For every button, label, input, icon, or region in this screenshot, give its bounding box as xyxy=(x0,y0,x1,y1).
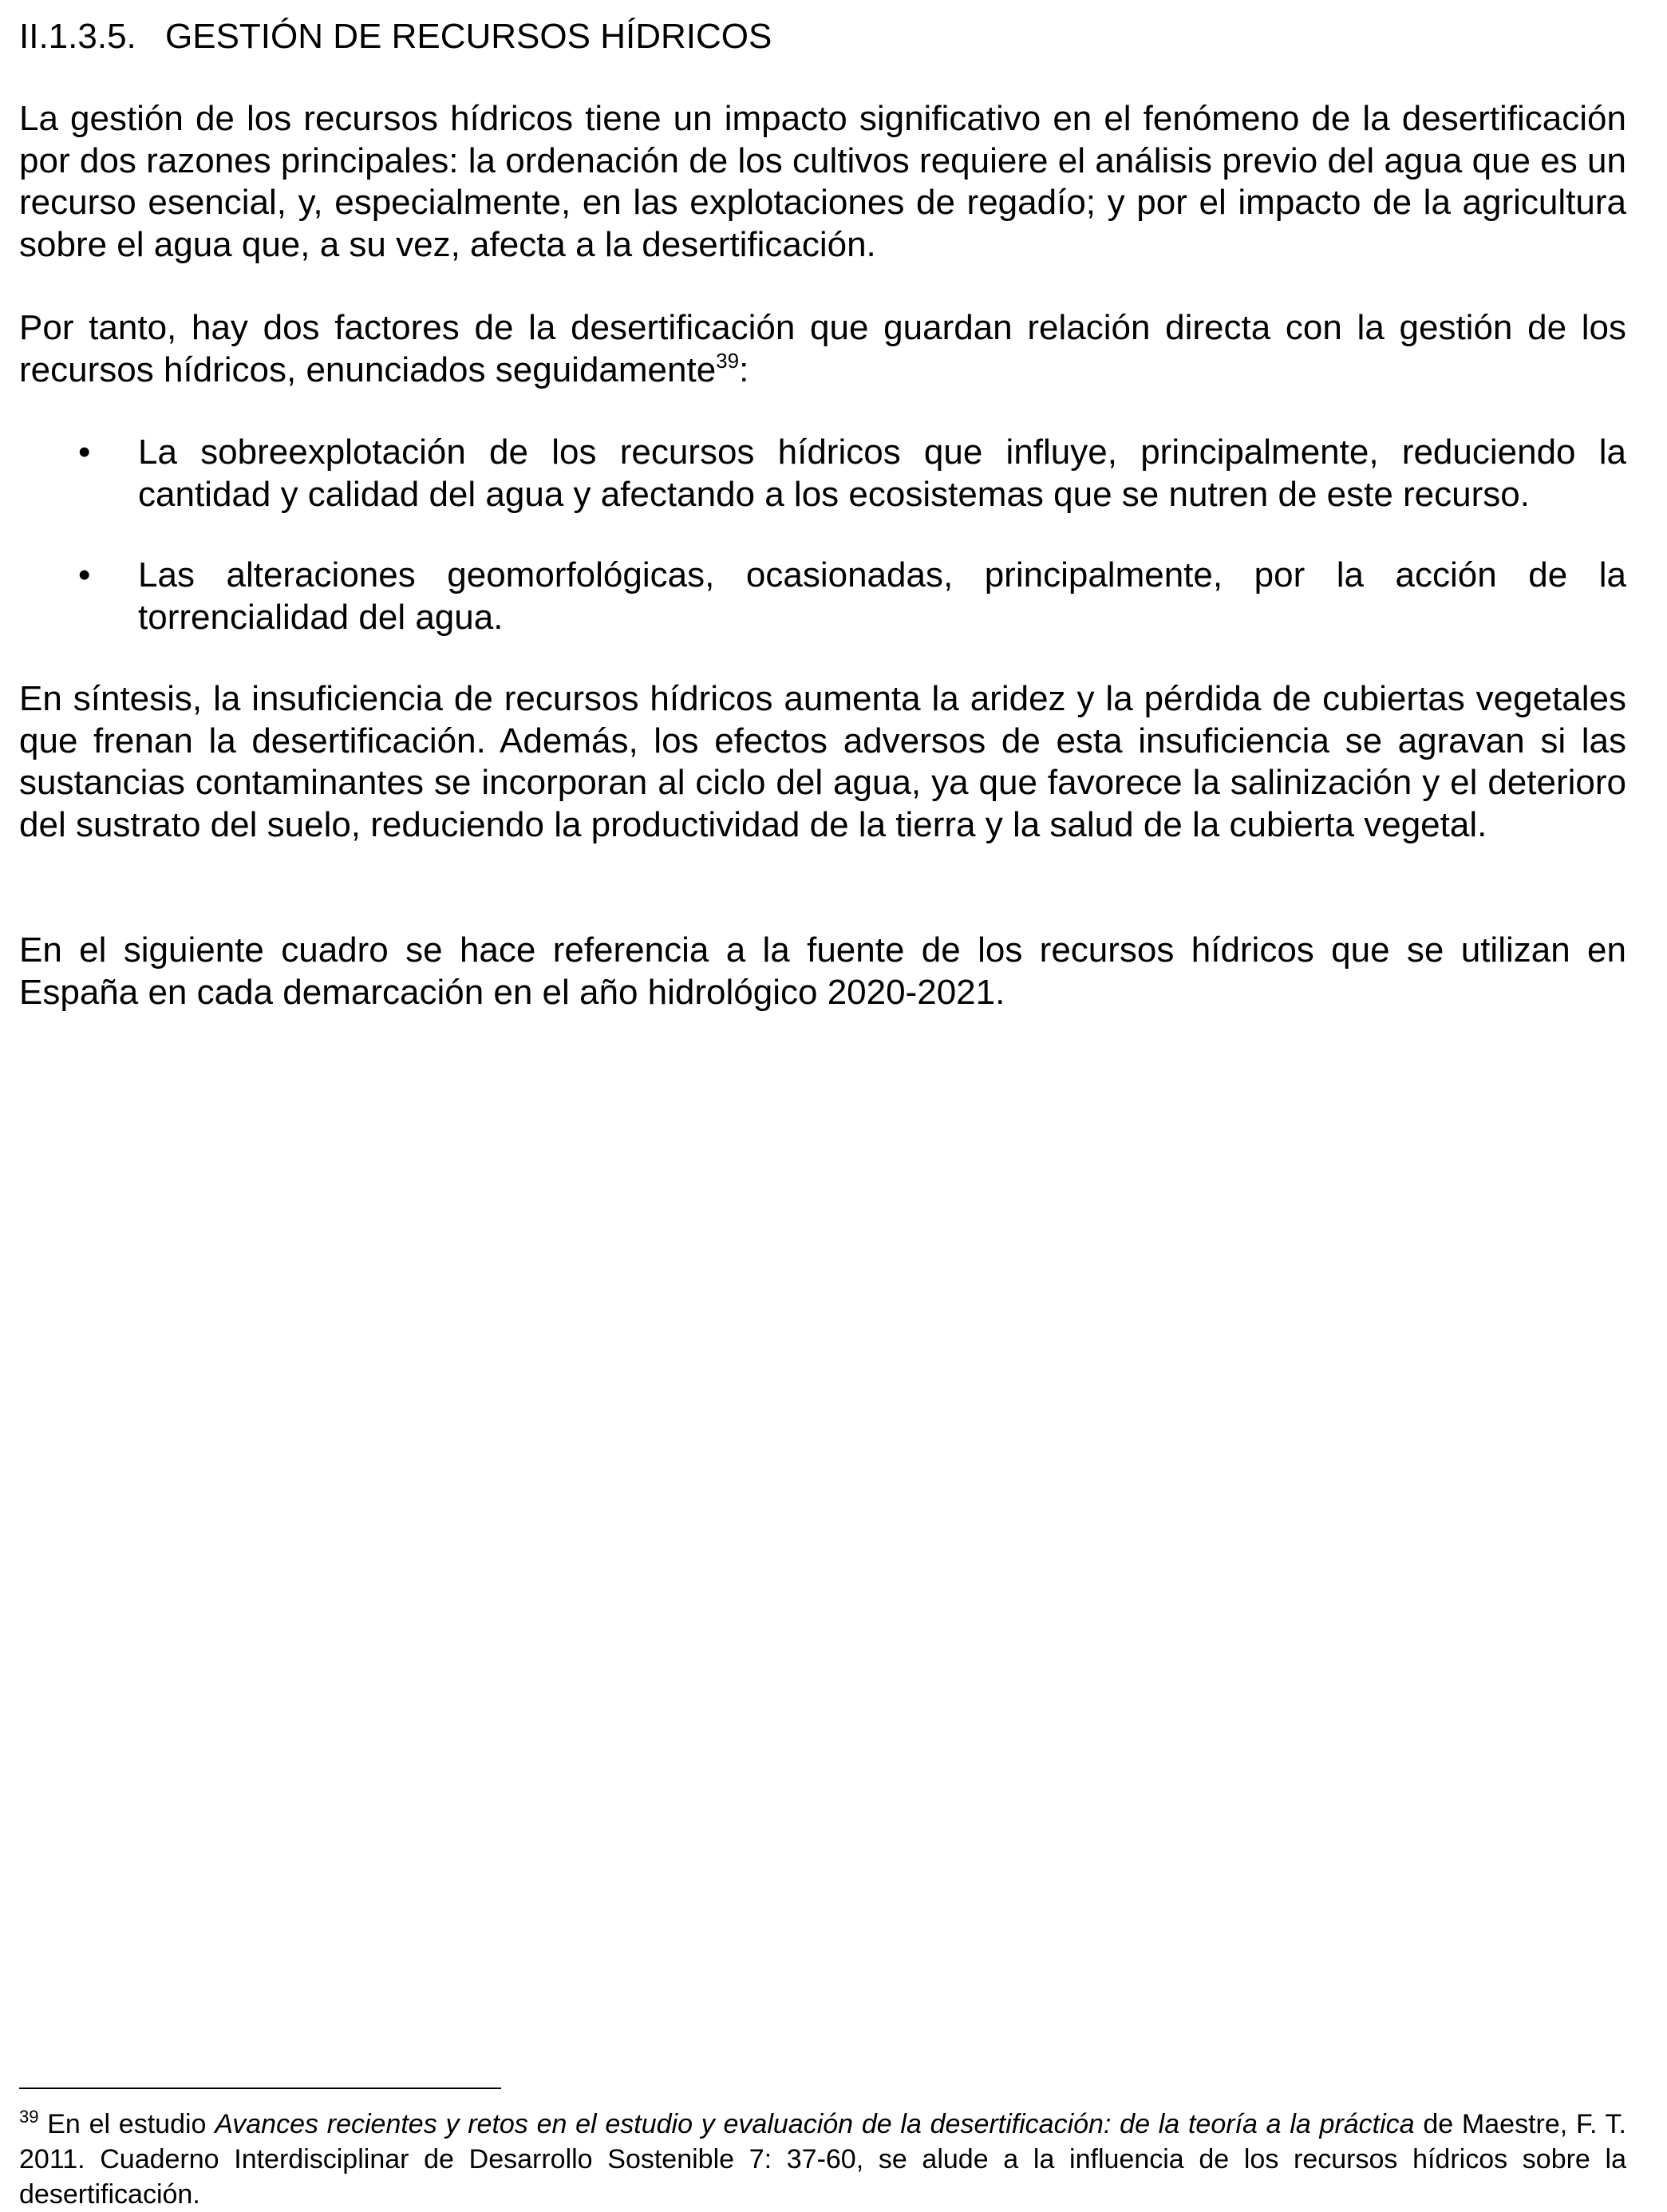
bullet-marker: • xyxy=(78,433,91,472)
footnote-lead: En el estudio xyxy=(38,2109,215,2139)
footnote-rest: de Maestre, F. T. 2011. Cuaderno Interdisciplinar de Desarrollo Sostenible 7: 37-60, se alude a la influencia de los recursos hídricos sobre la desertificación. xyxy=(19,2109,1626,2210)
list-item-text: Las alteraciones geomorfológicas, ocasionadas, principalmente, por la acción de la torrencialidad del agua. xyxy=(138,555,1626,637)
paragraph-factors xyxy=(19,307,1626,391)
paragraph-factors-tail: : xyxy=(739,350,749,389)
footnote xyxy=(19,2107,1626,2212)
footnote-reference[interactable]: 39 xyxy=(716,348,740,373)
footnote-cited-title: Avances recientes y retos en el estudio y evaluación de la desertificación: de la teoría a la práctica xyxy=(215,2109,1415,2139)
list-item-text: La sobreexplotación de los recursos hídricos que influye, principalmente, reduciendo la cantidad y calidad del agua y afectando a los ecosistemas que se nutren de este recurso. xyxy=(138,433,1626,514)
paragraph-intro: La gestión de los recursos hídricos tiene un impacto significativo en el fenómeno de la desertificación por dos razones principales: la ordenación de los cultivos requiere el análisis previo del agua que es un recurso esencial, y, especialmente, en las explotaciones de regadío; y por el impacto de la agricultura sobre el agua que, a su vez, afecta a la desertificación. xyxy=(19,99,1626,264)
list-item xyxy=(19,555,1626,638)
section-heading xyxy=(19,16,772,57)
bullet-marker: • xyxy=(78,555,91,594)
footnote-number: 39 xyxy=(19,2107,39,2127)
footnote-separator xyxy=(19,2088,501,2089)
paragraph-factors-text: Por tanto, hay dos factores de la desertificación que guardan relación directa con la gestión de los recursos hídricos, enunciados seguidamente xyxy=(19,308,1626,389)
section-number: II.1.3.5. xyxy=(19,17,136,56)
section-title: GESTIÓN DE RECURSOS HÍDRICOS xyxy=(165,17,772,56)
paragraph-table-reference: En el siguiente cuadro se hace referencia a la fuente de los recursos hídricos que se utilizan en España en cada demarcación en el año hidrológico 2020-2021. xyxy=(19,930,1626,1012)
paragraph-synthesis: En síntesis, la insuficiencia de recursos hídricos aumenta la aridez y la pérdida de cubiertas vegetales que frenan la desertificación. Además, los efectos adversos de esta insuficiencia se agravan si las sustancias contaminantes se incorporan al ciclo del agua, ya que favorece la salinización y el deterioro del sustrato del suelo, reduciendo la productividad de la tierra y la salud de la cubierta vegetal. xyxy=(19,679,1626,844)
list-item xyxy=(19,432,1626,515)
